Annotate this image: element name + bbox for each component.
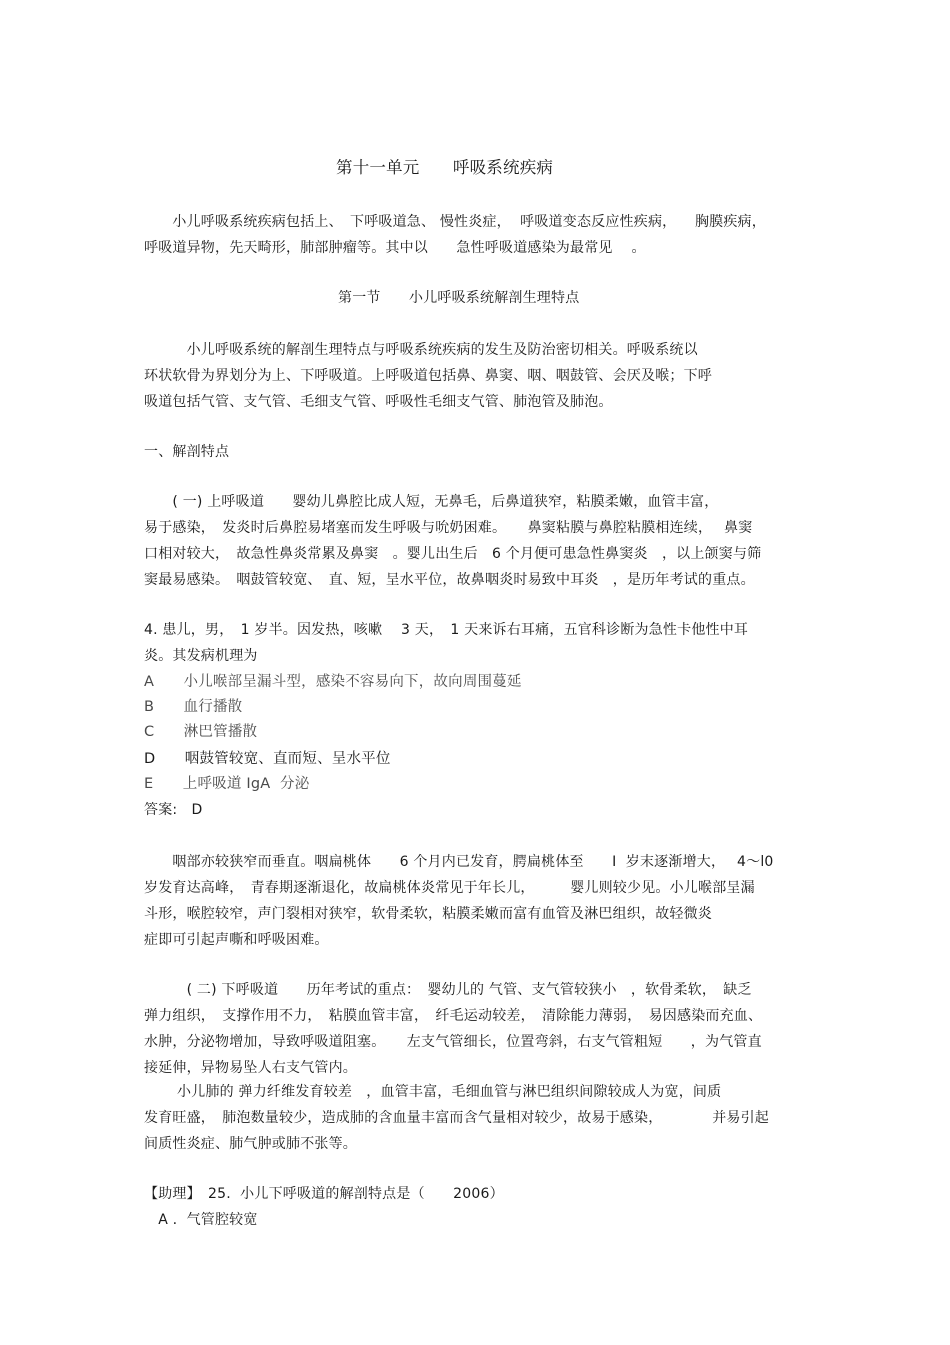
upper-airway-line-2: 易于感染， 发炎时后鼻腔易堵塞而发生呼吸与吮奶困难。 鼻窦粘膜与鼻腔粘膜相连续， 鼻窦	[144, 520, 753, 536]
lower-airway-line-1: ( 二) 下呼吸道 历年考试的重点： 婴幼儿的 气管、支气管较狭小 ，软骨柔软， 缺乏	[144, 982, 752, 998]
lower-airway-line-4: 接延伸，异物易坠人右支气管内。	[144, 1060, 357, 1076]
intro-line-2: 呼吸道异物，先天畸形，肺部肿瘤等。其中以 急性呼吸道感染为最常见 。	[144, 240, 646, 256]
question-1-stem-line-2: 炎。其发病机理为	[144, 648, 258, 664]
pharynx-line-3: 斗形，喉腔较窄，声门裂相对狭窄，软骨柔软，粘膜柔嫩而富有血管及淋巴组织，故轻微炎	[144, 906, 712, 922]
section-title: 第一节 小儿呼吸系统解剖生理特点	[338, 290, 580, 306]
chapter-title: 第十一单元 呼吸系统疾病	[336, 158, 554, 177]
pharynx-line-1: 咽部亦较狭窄而垂直。咽扁桃体 6 个月内已发育，腭扁桃体至 I 岁末逐渐增大， 4～l0	[144, 854, 774, 870]
section-intro-line-3: 吸道包括气管、支气管、毛细支气管、呼吸性毛细支气管、肺泡管及肺泡。	[144, 394, 613, 410]
question-1-stem-line-1: 4. 患儿，男， 1 岁半。因发热，咳嗽 3 天， 1 天来诉右耳痛，五官科诊断为急性卡他性中耳	[144, 622, 749, 638]
intro-line-1: 小儿呼吸系统疾病包括上、 下呼吸道急、 慢性炎症， 呼吸道变态反应性疾病， 胸膜疾病，	[144, 214, 766, 230]
question-1-option-d: D 咽鼓管较宽、直而短、呈水平位	[144, 751, 391, 767]
lung-line-2: 发育旺盛， 肺泡数量较少，造成肺的含血量丰富而含气量相对较少，故易于感染， 并易引起	[144, 1110, 769, 1126]
lung-line-1: 小儿肺的 弹力纤维发育较差 ，血管丰富，毛细血管与淋巴组织间隙较成人为宽，间质	[144, 1084, 722, 1100]
subheading-anatomy: 一、解剖特点	[144, 444, 230, 460]
lung-line-3: 间质性炎症、肺气肿或肺不张等。	[144, 1136, 357, 1152]
lower-airway-line-2: 弹力组织， 支撑作用不力， 粘膜血管丰富， 纤毛运动较差， 清除能力薄弱， 易因感染而充血、	[144, 1008, 763, 1024]
pharynx-line-2: 岁发育达高峰， 青春期逐渐退化，故扁桃体炎常见于年长儿， 婴儿则较少见。小儿喉部呈漏	[144, 880, 755, 896]
question-1-option-b: B 血行播散	[144, 699, 243, 715]
question-1-option-c: C 淋巴管播散	[144, 724, 258, 740]
upper-airway-line-1: ( 一) 上呼吸道 婴幼儿鼻腔比成人短，无鼻毛，后鼻道狭窄，粘膜柔嫩，血管丰富，	[144, 494, 719, 510]
question-1-option-e: E 上呼吸道 IgA 分泌	[144, 776, 310, 792]
upper-airway-line-3: 口相对较大， 故急性鼻炎常累及鼻窦 。婴儿出生后 6 个月便可患急性鼻窦炎 ，以上颌窦与筛	[144, 546, 762, 562]
question-1-option-a: A 小儿喉部呈漏斗型，感染不容易向下，故向周围蔓延	[144, 674, 522, 690]
question-2-option-a: A . 气管腔较宽	[144, 1212, 258, 1228]
upper-airway-line-4: 窦最易感染。 咽鼓管较宽、 直、短，呈水平位，故鼻咽炎时易致中耳炎 ，是历年考试的重点。	[144, 572, 755, 588]
pharynx-line-4: 症即可引起声嘶和呼吸困难。	[144, 932, 329, 948]
section-intro-line-2: 环状软骨为界划分为上、下呼吸道。上呼吸道包括鼻、鼻窦、咽、咽鼓管、会厌及喉；下呼	[144, 368, 712, 384]
section-intro-line-1: 小儿呼吸系统的解剖生理特点与呼吸系统疾病的发生及防治密切相关。呼吸系统以	[144, 342, 698, 358]
question-2-stem: 【助理】 25. 小儿下呼吸道的解剖特点是（ 2006）	[144, 1186, 504, 1202]
question-1-answer: 答案: D	[144, 802, 203, 818]
lower-airway-line-3: 水肿，分泌物增加，导致呼吸道阻塞。 左支气管细长，位置弯斜，右支气管粗短 ，为气管直	[144, 1034, 762, 1050]
